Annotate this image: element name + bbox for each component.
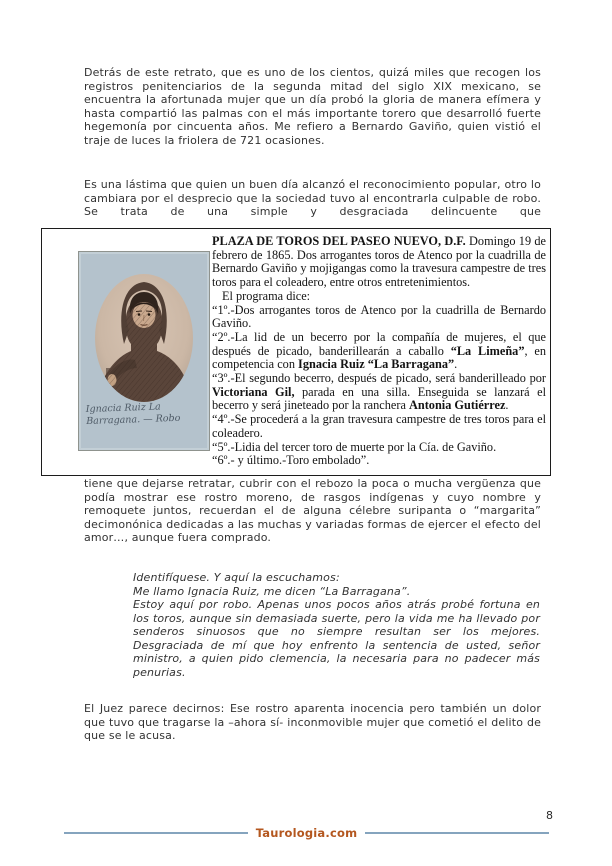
program-item-6: “6º.- y último.-Toro embolado”. bbox=[212, 453, 370, 468]
program-intro: Domingo 19 de febrero de 1865. Dos arrogantes toros de Atenco por la cuadrilla de Bernardo Gaviño y mojigangas como la travesura campestre de tres toros para el coleadero, entre otros entretenimientos. bbox=[212, 234, 546, 290]
program-header bbox=[212, 235, 546, 290]
footer-rule-left bbox=[64, 832, 248, 834]
caption-line-2: Barragana. — Robo bbox=[86, 412, 181, 428]
program-figure-box bbox=[41, 228, 551, 476]
program-title: PLAZA DE TOROS DEL PASEO NUEVO, D.F. bbox=[212, 234, 466, 248]
program-announce: El programa dice: bbox=[222, 288, 311, 303]
quote-body: Estoy aquí por robo. Apenas unos pocos años atrás probé fortuna en los toros, aunque sin demasiada suerte, pero la vida me ha llevado por senderos sinuosos que no siempre resultan ser los mejores. Desgraciada de mí que hoy enfrento la sentencia de usted, señor ministro, a quien pido clemencia, la necesaria para no padecer más penurias. bbox=[133, 598, 540, 679]
page-number: 8 bbox=[546, 809, 553, 822]
testimony-quote-block bbox=[133, 571, 540, 679]
paragraph-intro: Detrás de este retrato, que es uno de los cientos, quizá miles que recogen los registros penitenciarios de la segunda mitad del siglo XIX mexicano, se encuentra la afortunada mujer que un día probó la gloria de manera efímera y hasta compartió las palmas con el más importante torero que desarrolló fuerte hegemonía por cincuenta años. Me refiero a Bernardo Gaviño, quien vistió el traje de luces la friolera de 721 ocasiones. bbox=[84, 66, 541, 147]
footer bbox=[64, 826, 549, 840]
quote-line-1: Identifíquese. Y aquí la escuchamos: bbox=[133, 571, 340, 584]
caption-line-1: Ignacia Ruiz La bbox=[85, 401, 161, 416]
paragraph-rebozo: tiene que dejarse retratar, cubrir con el rebozo la poca o mucha vergüenza que podía mostrar ese rostro moreno, de rasgos indígenas y cuyo nombre y remoquete juntos, recuerdan el de alguna célebre suripanta o “margarita” decimonónica dedicadas a las muchas y variadas formas de ejercer el efecto del amor…, aunque fuera comprado. bbox=[84, 477, 541, 544]
program-text bbox=[212, 235, 546, 468]
footer-rule-right bbox=[365, 832, 549, 834]
photo-handwritten-caption bbox=[86, 400, 205, 428]
program-item-3: “3º.-El segundo becerro, después de picado, será banderilleado por Victoriana Gil, parada en una silla. Enseguida se lanzará el becerro y será jineteado por la ranchera Antonia Gutiérrez. bbox=[212, 371, 546, 413]
program-item-2: “2º.-La lid de un becerro por la compañía de mujeres, el que después de picado, banderillearán a caballo “La Limeña”, en competencia con Ignacia Ruiz “La Barragana”. bbox=[212, 329, 546, 372]
paragraph-juez: El Juez parece decirnos: Ese rostro aparenta inocencia pero también un dolor que tuvo que tragarse la –ahora sí- inconmovible mujer que cometió el delito de que se le acusa. bbox=[84, 702, 541, 742]
quote-line-2: Me llamo Ignacia Ruiz, me dicen “La Barragana”. bbox=[133, 584, 411, 598]
paragraph-lastima: Es una lástima que quien un buen día alcanzó el reconocimiento popular, otro lo cambiara por el desprecio que la sociedad tuvo al encontrarla culpable de robo. Se trata de una simple y desgraciada delincuente que bbox=[84, 178, 541, 218]
program-item-5: “5º.-Lidia del tercer toro de muerte por la Cía. de Gaviño. bbox=[212, 439, 497, 454]
portrait-photo-card bbox=[78, 251, 210, 451]
program-item-4: “4º.-Se procederá a la gran travesura campestre de tres toros para el coleadero. bbox=[212, 412, 546, 440]
footer-site-label: Taurologia.com bbox=[255, 826, 358, 840]
program-item-1: “1º.-Dos arrogantes toros de Atenco por la cuadrilla de Bernardo Gaviño. bbox=[212, 302, 546, 331]
